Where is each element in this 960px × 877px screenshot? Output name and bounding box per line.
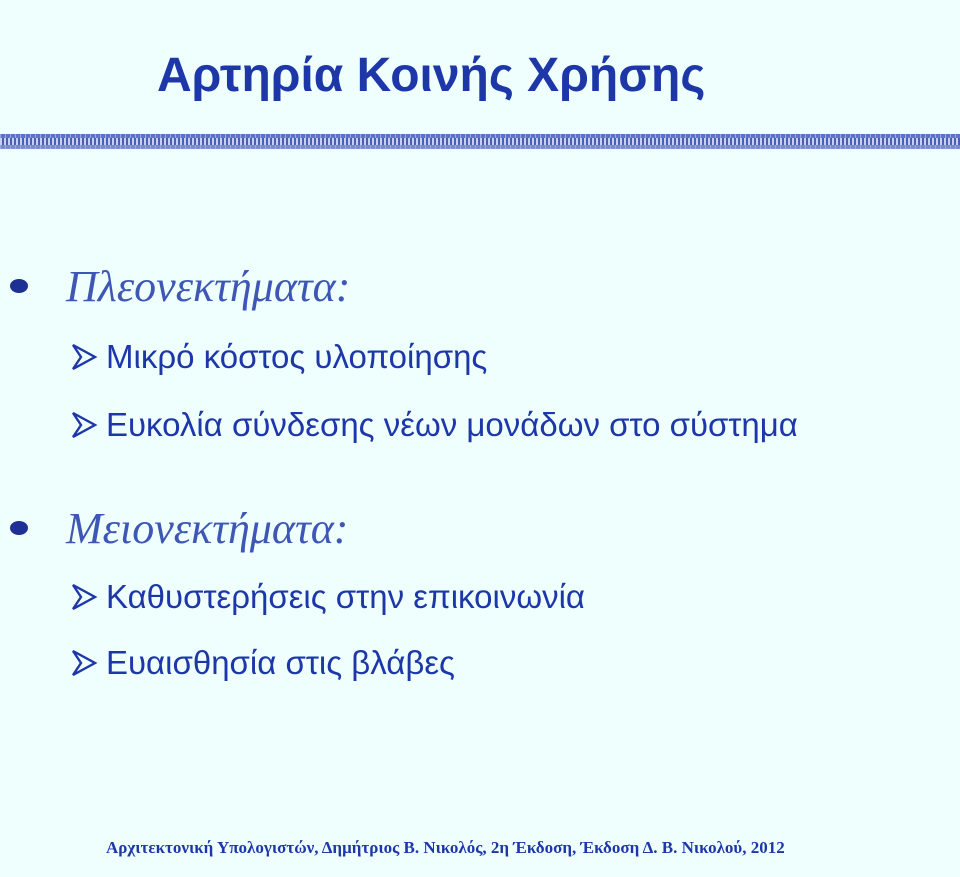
advantage-item bbox=[70, 340, 487, 373]
section-bullet-icon bbox=[10, 279, 28, 293]
title-divider bbox=[0, 134, 960, 149]
arrowhead-right-icon bbox=[70, 583, 98, 611]
advantage-item bbox=[70, 408, 798, 441]
slide-footer: Αρχιτεκτονική Υπολογιστών, Δημήτριος Β. Νικολός, 2η Έκδοση, Έκδοση Δ. Β. Νικολού, 2012 bbox=[106, 838, 785, 857]
disadvantages-heading: Μειονεκτήματα: bbox=[66, 504, 349, 553]
advantage-item-text: Ευκολία σύνδεσης νέων μονάδων στο σύστημα bbox=[106, 406, 798, 443]
arrowhead-right-icon bbox=[70, 343, 98, 371]
arrowhead-right-icon bbox=[70, 411, 98, 439]
advantages-heading: Πλεονεκτήματα: bbox=[66, 262, 351, 311]
section-bullet-icon bbox=[10, 521, 28, 535]
disadvantage-item-text: Ευαισθησία στις βλάβες bbox=[106, 644, 455, 681]
arrowhead-right-icon bbox=[70, 649, 98, 677]
disadvantage-item bbox=[70, 580, 585, 613]
disadvantage-item bbox=[70, 646, 455, 679]
slide-title: Αρτηρία Κοινής Χρήσης bbox=[157, 49, 706, 102]
advantage-item-text: Μικρό κόστος υλοποίησης bbox=[106, 338, 488, 375]
disadvantage-item-text: Καθυστερήσεις στην επικοινωνία bbox=[106, 578, 585, 615]
